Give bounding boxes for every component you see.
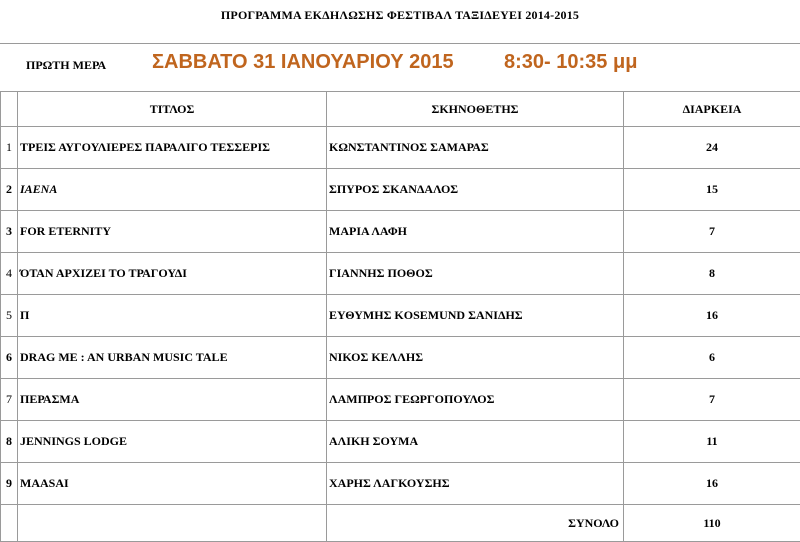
row-director: ΑΛΙΚΗ ΣΟΥΜΑ (327, 421, 624, 463)
table-row (1, 253, 800, 295)
header-director: ΣΚΗΝΟΘΕΤΗΣ (327, 92, 624, 127)
total-row (1, 505, 800, 542)
row-number: 7 (1, 379, 18, 421)
row-duration: 7 (624, 379, 800, 421)
row-director: ΚΩΝΣΤΑΝΤΙΝΟΣ ΣΑΜΑΡΑΣ (327, 127, 624, 169)
total-empty-title (18, 505, 327, 542)
row-number: 6 (1, 337, 18, 379)
day-header (0, 43, 800, 92)
row-title: DRAG ME : AN URBAN MUSIC TALE (18, 337, 327, 379)
row-director: ΛΑΜΠΡΟΣ ΓΕΩΡΓΟΠΟΥΛΟΣ (327, 379, 624, 421)
row-director: ΣΠΥΡΟΣ ΣΚΑΝΔΑΛΟΣ (327, 169, 624, 211)
row-number: 5 (1, 295, 18, 337)
row-number: 1 (1, 127, 18, 169)
row-duration: 24 (624, 127, 800, 169)
row-number: 8 (1, 421, 18, 463)
day-time: 8:30- 10:35 μμ (504, 51, 638, 73)
table-row (1, 337, 800, 379)
row-duration: 8 (624, 253, 800, 295)
table-row (1, 421, 800, 463)
table-row (1, 169, 800, 211)
row-title: ΠΕΡΑΣΜΑ (18, 379, 327, 421)
row-number: 4 (1, 253, 18, 295)
row-title: ΤΡΕΙΣ ΑΥΓΟΥΛΙΕΡΕΣ ΠΑΡΑΛΙΓΟ ΤΕΣΣΕΡΙΣ (18, 127, 327, 169)
day-label: ΠΡΩΤΗ ΜΕΡΑ (26, 58, 107, 72)
header-title: ΤΙΤΛΟΣ (18, 92, 327, 127)
row-duration: 11 (624, 421, 800, 463)
row-director: ΜΑΡΙΑ ΛΑΦΗ (327, 211, 624, 253)
row-number: 3 (1, 211, 18, 253)
row-duration: 15 (624, 169, 800, 211)
table-row (1, 379, 800, 421)
document-title: ΠΡΟΓΡΑΜΜΑ ΕΚΔΗΛΩΣΗΣ ΦΕΣΤΙΒΑΛ ΤΑΞΙΔΕΥΕΙ 2014-2015 (220, 8, 580, 22)
table-row (1, 211, 800, 253)
row-duration: 6 (624, 337, 800, 379)
table-row (1, 295, 800, 337)
row-director: ΕΥΘΥΜΗΣ KOSEMUND ΣΑΝΙΔΗΣ (327, 295, 624, 337)
row-number: 2 (1, 169, 18, 211)
row-duration: 16 (624, 463, 800, 505)
row-duration: 16 (624, 295, 800, 337)
day-date: ΣΑΒΒΑΤΟ 31 ΙΑΝΟΥΑΡΙΟΥ 2015 (152, 51, 454, 73)
row-title: ΙΑΕΝΑ (18, 169, 327, 211)
row-director: ΓΙΑΝΝΗΣ ΠΟΘΟΣ (327, 253, 624, 295)
table-header-row (1, 92, 800, 127)
row-title: Π (18, 295, 327, 337)
header-duration: ΔΙΑΡΚΕΙΑ (624, 92, 800, 127)
row-title: ΌΤΑΝ ΑΡΧΙΖΕΙ ΤΟ ΤΡΑΓΟΥΔΙ (18, 253, 327, 295)
row-number: 9 (1, 463, 18, 505)
row-title: MAASAI (18, 463, 327, 505)
total-label: ΣΥΝΟΛΟ (327, 505, 624, 542)
row-title: JENNINGS LODGE (18, 421, 327, 463)
program-table (0, 91, 800, 542)
table-row (1, 127, 800, 169)
row-title: FOR ETERNITY (18, 211, 327, 253)
table-row (1, 463, 800, 505)
row-director: ΧΑΡΗΣ ΛΑΓΚΟΥΣΗΣ (327, 463, 624, 505)
row-duration: 7 (624, 211, 800, 253)
total-empty-num (1, 505, 18, 542)
header-num (1, 92, 18, 127)
total-value: 110 (624, 505, 800, 542)
row-director: ΝΙΚΟΣ ΚΕΛΛΗΣ (327, 337, 624, 379)
